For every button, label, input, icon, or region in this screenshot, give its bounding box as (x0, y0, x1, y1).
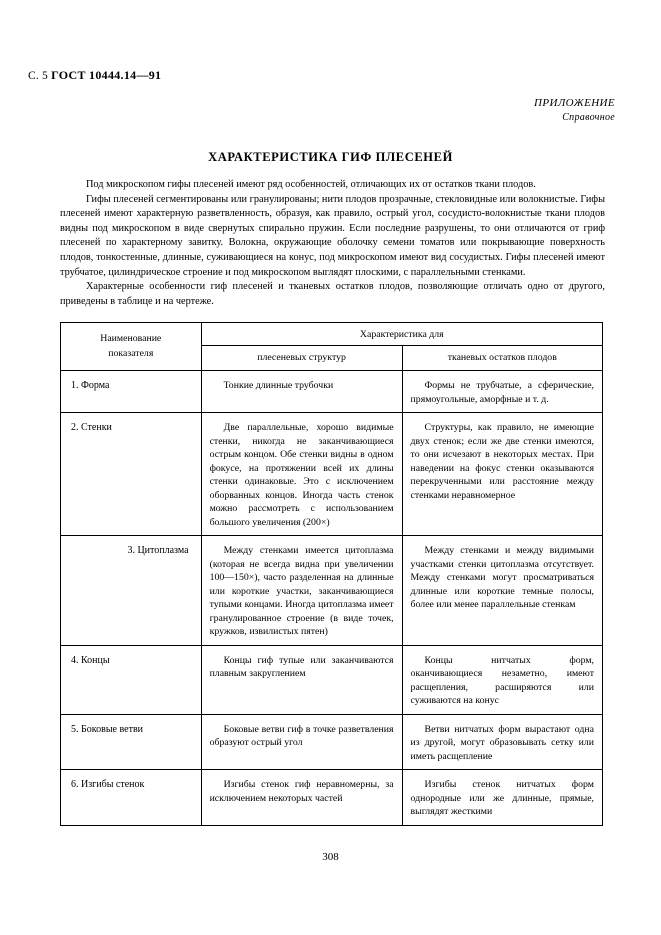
page-title: ХАРАКТЕРИСТИКА ГИФ ПЛЕСЕНЕЙ (208, 150, 453, 164)
table-header-row (61, 323, 603, 346)
table-row (61, 536, 603, 646)
row-tissue (402, 770, 602, 826)
row-tissue (402, 645, 602, 714)
footer-page-number: 308 (322, 851, 339, 863)
page-header (28, 68, 633, 83)
appendix-block (534, 96, 615, 124)
header-standard-name: ГОСТ 10444.14—91 (51, 68, 162, 82)
intro-paragraph-3: Характерные особенности гиф плесеней и тканевых остатков плодов, позволяющие отличать одно от другого, приведены в таблице и на чертеже. (60, 281, 605, 307)
row-name: 6. Изгибы стенок (61, 770, 202, 826)
row-mold-text: Изгибы стенок гиф неравномерны, за исключением некоторых частей (209, 779, 394, 804)
table-row (61, 413, 603, 536)
table-subheader-tissue: тканевых остатков плодов (402, 346, 602, 371)
intro-paragraph-2: Гифы плесеней сегментированы или гранулированы; нити плодов прозрачные, стекловидные или волокнистые. Гифы плесеней имеют характерную разветвленность, образуя, как правило, острый угол, сосудисто-волокнистые ткани плодов видны под микроскопом в виде свернутых спирально пружин. Если последние разрушены, то они отличаются от гриф плесеней по характерному завитку. Волокна, окружающие оболочку семени томатов или покрывающие поверхность плодов, тонкостенные, длинные, суживающиеся на конус, под микроскопом имеют вид сосудистых. Гифы плесеней имеют трубчатое, цилиндрическое строение и под микроскопом выглядят плоскими, с параллельными стенками. (60, 193, 605, 278)
table-subheader-mold: плесеневых структур (201, 346, 402, 371)
row-mold-text: Боковые ветви гиф в точке разветвления образуют острый угол (209, 723, 394, 749)
row-mold (201, 770, 402, 826)
row-mold (201, 714, 402, 770)
row-name: 2. Стенки (61, 413, 202, 536)
row-tissue (402, 536, 602, 646)
row-tissue (402, 413, 602, 536)
row-mold (201, 413, 402, 536)
row-mold (201, 536, 402, 646)
table-header-name-line2: показателя (108, 347, 154, 359)
row-name: 4. Концы (61, 645, 202, 714)
row-name: 1. Форма (61, 371, 202, 413)
row-tissue (402, 714, 602, 770)
table-header-name-cell (61, 323, 202, 371)
row-tissue-text: Формы не трубчатые, а сферические, прямоугольные, аморфные и т. д. (410, 380, 594, 405)
table-row (61, 371, 603, 413)
table-row (61, 770, 603, 826)
row-tissue-text: Структуры, как правило, не имеющие двух стенок; если же две стенки имеются, то они исчезают в некоторых местах. При наведении на фокус стенки оказываются перекрученными или расстояние между стенками неравномерное (410, 422, 594, 501)
header-page-label: С. 5 (28, 70, 48, 82)
row-tissue-text: Ветви нитчатых форм вырастают одна из другой, могут образовывать сетку или иметь расщепление (410, 723, 594, 762)
row-mold (201, 371, 402, 413)
row-tissue-text: Между стенками и между видимыми участками стенки цитоплазма отсутствует. Между стенками могут просматриваться длинные или короткие темные полосы, более или менее параллельные стенкам (410, 545, 594, 611)
intro-paragraph-1: Под микроскопом гифы плесеней имеют ряд особенностей, отличающих их от остатков ткани плодов. (86, 179, 536, 190)
appendix-title: ПРИЛОЖЕНИЕ (534, 97, 615, 109)
row-name: 5. Боковые ветви (61, 714, 202, 770)
row-mold-text: Две параллельные, хорошо видимые стенки, никогда не заканчивающиеся острым концом. Обе стенки видны в одном фокусе, на протяжении всей их длины стенки одинаковые. Это с исключением оборванных концов. Иногда часть стенок можно рассмотреть с использованием большого увеличения (200×) (209, 422, 394, 528)
row-mold-text: Между стенками имеется цитоплазма (которая не всегда видна при увеличении 100—150×), часто разделенная на длинные или короткие участки, заканчивающиеся тупыми концами. Иногда цитоплазма имеет гранулированное строение (в виде точек, кружков, извилистых пятен) (209, 545, 394, 638)
intro-text (60, 178, 605, 309)
row-mold-text: Концы гиф тупые или заканчиваются плавным закруглением (209, 654, 394, 680)
row-name: 3. Цитоплазма (61, 536, 202, 646)
row-tissue-text: Изгибы стенок нитчатых форм однородные или же длинные, прямые, выглядят жесткими (410, 779, 594, 818)
row-mold-text: Тонкие длинные трубочки (223, 380, 334, 391)
row-tissue (402, 371, 602, 413)
table-header-name-line1: Наименование (100, 333, 162, 345)
row-mold (201, 645, 402, 714)
row-tissue-text: Концы нитчатых форм, оканчивающиеся незаметно, имеют расщепления, расширяются или суживаются на конус (410, 654, 594, 707)
table-row (61, 645, 603, 714)
appendix-subtitle: Справочное (562, 111, 615, 123)
characteristics-table (60, 322, 603, 826)
table-header-characteristic: Характеристика для (201, 323, 602, 346)
table-row (61, 714, 603, 770)
